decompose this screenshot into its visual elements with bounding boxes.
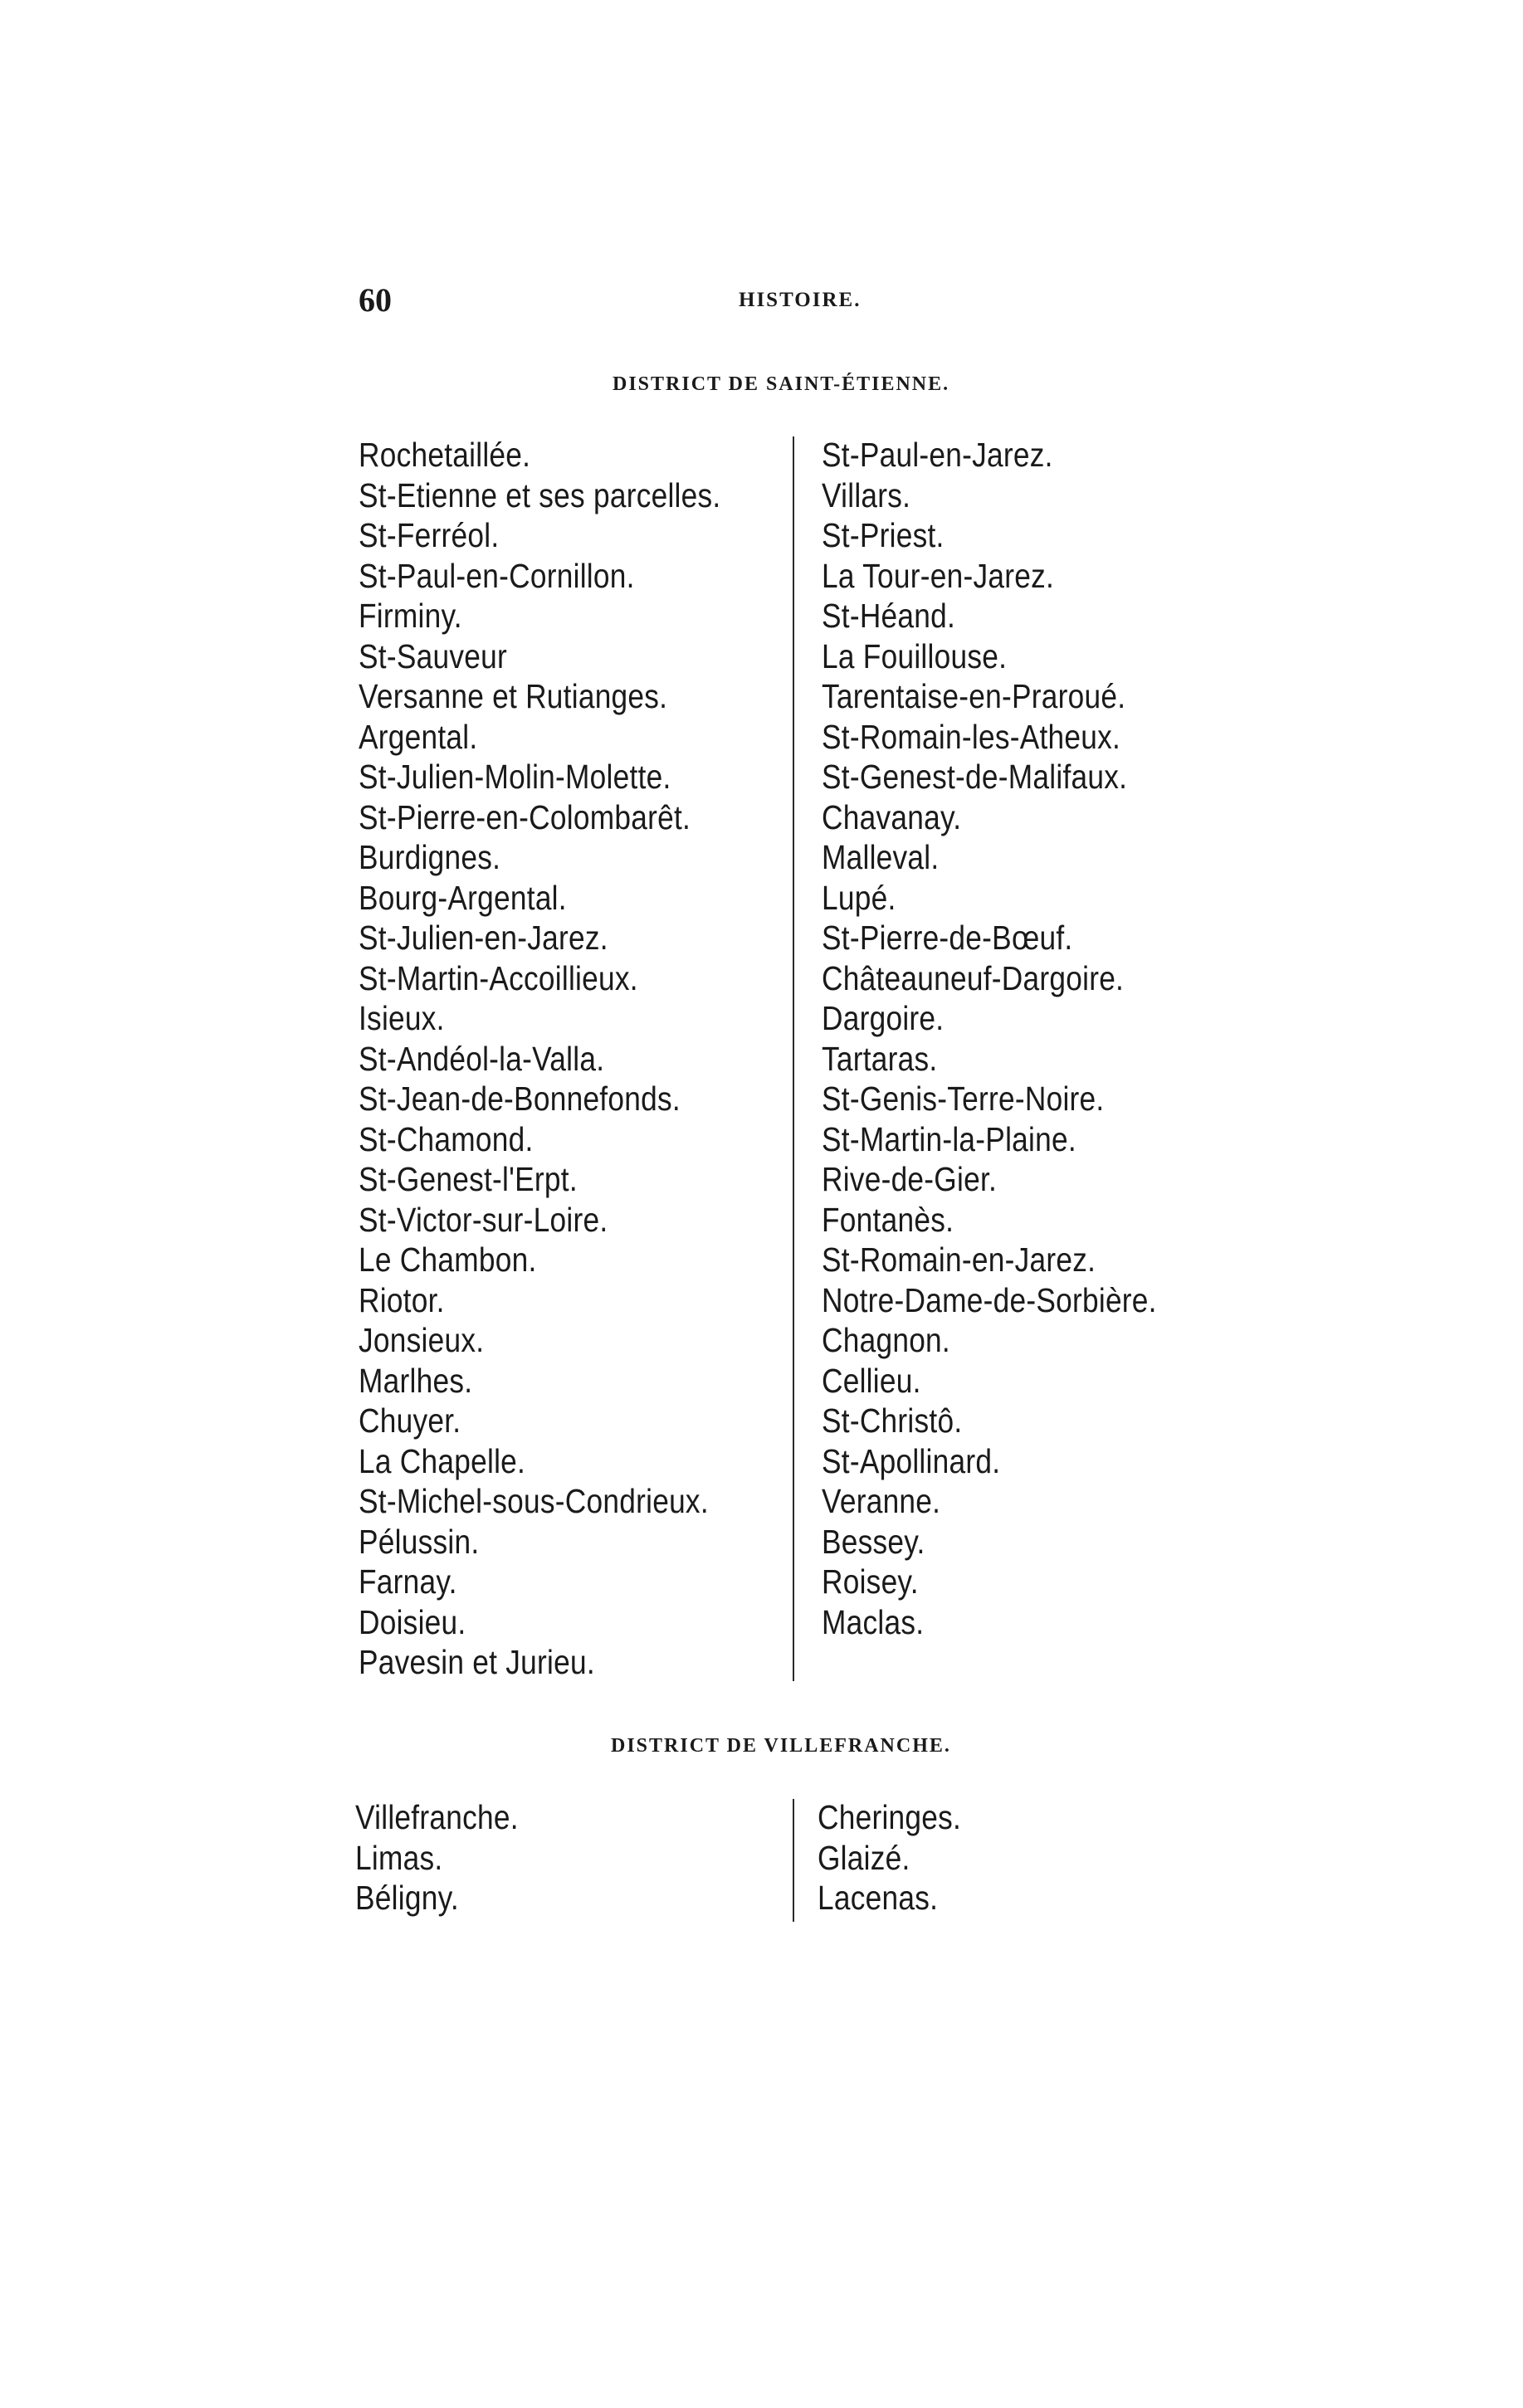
commune-entry: St-Romain-en-Jarez. — [822, 1241, 1096, 1279]
commune-entry: Doisieu. — [359, 1602, 466, 1641]
commune-entry: Châteauneuf-Dargoire. — [822, 958, 1125, 997]
commune-entry: St-Michel-sous-Condrieux. — [359, 1482, 709, 1520]
commune-entry: St-Romain-les-Atheux. — [822, 717, 1121, 756]
commune-entry: Glaizé. — [818, 1838, 910, 1877]
commune-entry: St-Apollinard. — [822, 1441, 1001, 1480]
commune-entry: Rive-de-Gier. — [822, 1160, 998, 1198]
commune-entry: St-Pierre-de-Bœuf. — [822, 919, 1073, 957]
commune-entry: Lupé. — [822, 878, 896, 917]
commune-entry: Fontanès. — [822, 1200, 954, 1239]
commune-entry: Farnay. — [359, 1562, 457, 1601]
commune-entry: Malleval. — [822, 838, 940, 876]
commune-entry: St-Julien-Molin-Molette. — [359, 758, 671, 796]
commune-entry: Jonsieux. — [359, 1321, 485, 1359]
commune-entry: Roisey. — [822, 1562, 919, 1601]
commune-entry: St-Héand. — [822, 597, 956, 635]
commune-entry: Veranne. — [822, 1482, 941, 1520]
commune-entry: St-Priest. — [822, 516, 945, 554]
column-divider — [793, 1799, 794, 1922]
commune-entry: St-Genest-l'Erpt. — [359, 1160, 578, 1198]
commune-entry: St-Christô. — [822, 1401, 963, 1440]
page-header — [359, 280, 1189, 330]
commune-entry: Isieux. — [359, 999, 445, 1037]
commune-entry: St-Julien-en-Jarez. — [359, 919, 608, 957]
commune-entry: Chagnon. — [822, 1321, 950, 1359]
commune-entry: St-Paul-en-Cornillon. — [359, 556, 635, 595]
commune-entry: Maclas. — [822, 1602, 925, 1641]
commune-entry: La Tour-en-Jarez. — [822, 556, 1055, 595]
commune-entry: St-Jean-de-Bonnefonds. — [359, 1080, 681, 1118]
commune-entry: Chavanay. — [822, 797, 962, 836]
commune-entry: Pavesin et Jurieu. — [359, 1643, 595, 1681]
commune-entry: Argental. — [359, 717, 478, 756]
saint-etienne-right-column — [822, 435, 1157, 1642]
commune-entry: Bourg-Argental. — [359, 878, 567, 917]
page-number: 60 — [359, 281, 392, 319]
commune-entry: St-Andéol-la-Valla. — [359, 1039, 605, 1078]
commune-entry: Pélussin. — [359, 1522, 480, 1561]
commune-entry: Cheringes. — [818, 1798, 962, 1836]
commune-entry: St-Genis-Terre-Noire. — [822, 1080, 1105, 1118]
commune-entry: La Fouillouse. — [822, 636, 1008, 675]
commune-entry: St-Genest-de-Malifaux. — [822, 758, 1128, 796]
commune-entry: St-Martin-la-Plaine. — [822, 1119, 1076, 1158]
column-divider — [793, 436, 794, 1681]
villefranche-left-column — [355, 1797, 519, 1918]
saint-etienne-left-column — [359, 435, 720, 1683]
commune-entry: St-Martin-Accoillieux. — [359, 958, 638, 997]
commune-entry: St-Chamond. — [359, 1119, 534, 1158]
commune-entry: Tarentaise-en-Praroué. — [822, 677, 1126, 715]
commune-entry: Riotor. — [359, 1280, 445, 1319]
commune-entry: Limas. — [355, 1838, 443, 1877]
commune-entry: Bessey. — [822, 1522, 925, 1561]
commune-entry: St-Etienne et ses parcelles. — [359, 475, 721, 514]
commune-entry: St-Victor-sur-Loire. — [359, 1200, 608, 1239]
commune-entry: Tartaras. — [822, 1039, 938, 1078]
commune-entry: Rochetaillée. — [359, 436, 531, 474]
commune-entry: Cellieu. — [822, 1361, 921, 1400]
running-title: HISTOIRE. — [739, 289, 862, 311]
commune-entry: Notre-Dame-de-Sorbière. — [822, 1280, 1157, 1319]
commune-entry: Burdignes. — [359, 838, 501, 876]
villefranche-right-column — [818, 1797, 961, 1918]
commune-entry: Marlhes. — [359, 1361, 473, 1400]
commune-entry: St-Sauveur — [359, 636, 507, 675]
commune-entry: Villars. — [822, 475, 911, 514]
commune-entry: St-Ferréol. — [359, 516, 500, 554]
district-villefranche-title: DISTRICT DE VILLEFRANCHE. — [611, 1735, 951, 1757]
commune-entry: Versanne et Rutianges. — [359, 677, 668, 715]
commune-entry: Dargoire. — [822, 999, 945, 1037]
commune-entry: Villefranche. — [355, 1798, 519, 1836]
commune-entry: Le Chambon. — [359, 1241, 537, 1279]
commune-entry: Chuyer. — [359, 1401, 461, 1440]
commune-entry: St-Pierre-en-Colombarêt. — [359, 797, 691, 836]
commune-entry: La Chapelle. — [359, 1441, 526, 1480]
commune-entry: Firminy. — [359, 597, 462, 635]
district-saint-etienne-title: DISTRICT DE SAINT-ÉTIENNE. — [613, 373, 950, 395]
commune-entry: St-Paul-en-Jarez. — [822, 436, 1053, 474]
commune-entry: Béligny. — [355, 1879, 459, 1917]
commune-entry: Lacenas. — [818, 1879, 939, 1917]
